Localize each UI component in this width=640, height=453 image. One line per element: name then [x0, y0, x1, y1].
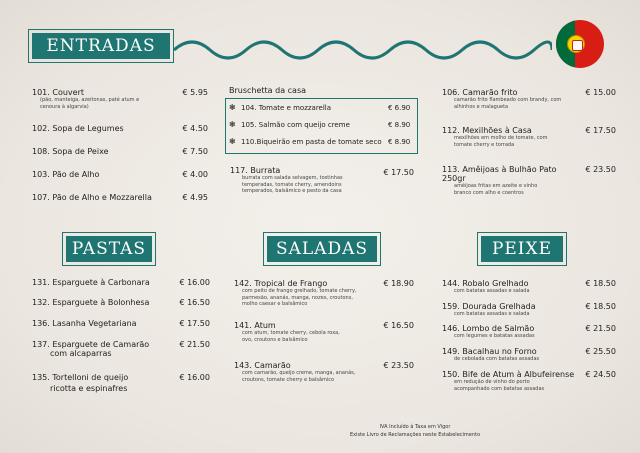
item-price: € 8.90 — [388, 138, 411, 146]
list-item: 105. Salmão com queijo creme — [241, 121, 350, 129]
list-item: 104. Tomate e mozzarella — [241, 104, 332, 112]
item-price: € 18.50 — [585, 279, 616, 288]
item-price: € 4.95 — [182, 193, 208, 202]
list-item: 113. Amêijoas à Bulhão Pato 250gr amêijoas fritas em azeite e vinho branco com alho e coentros — [442, 165, 557, 196]
list-item: 112. Mexilhões à Casa mexilhões em molho de tomate, com tomate cherry e torrada — [442, 126, 548, 148]
flower-icon: ❃ — [229, 120, 236, 129]
item-price: € 23.50 — [585, 165, 616, 174]
list-item: 150. Bife de Atum à Albufeirense em redução de vinho do porto acompanhado com batatas assadas — [442, 370, 575, 392]
item-price: € 21.50 — [179, 340, 210, 349]
list-item: 143. Camarão com camarão, queijo creme, manga, ananás, croutons, tomate cherry e balsâmico — [234, 361, 356, 383]
list-item: 137. Esparguete de Camarão com alcaparras — [32, 340, 150, 358]
flower-icon: ❃ — [229, 103, 236, 112]
list-item: 142. Tropical de Frango com peito de frango grelhado, tomate cherry, parmesão, ananás, manga, nozes, croutons, molho caesar e balsâmico — [234, 279, 357, 307]
list-item: 117. Burrata burrata com salada selvagem, tostinhas temperadas, tomate cherry, amendoins temperados, balsâmico e pesto da casa — [230, 166, 343, 194]
list-item: 144. Robalo Grelhado com batatas assadas e salada — [442, 279, 530, 294]
bruschetta-title: Bruschetta da casa — [229, 86, 307, 95]
item-price: € 16.00 — [179, 373, 210, 382]
item-price: € 18.50 — [585, 302, 616, 311]
item-price: € 4.50 — [182, 124, 208, 133]
pastas-title: PASTAS — [71, 239, 147, 259]
list-item: 131. Esparguete à Carbonara — [32, 278, 150, 287]
list-item: 135. Tortelloni de queijo ricotta e espinafres — [32, 373, 129, 393]
entradas-title: ENTRADAS — [46, 36, 156, 56]
list-item: 103. Pão de Alho — [32, 170, 100, 179]
list-item: 149. Bacalhau no Forno de cebolada com batatas assadas — [442, 347, 540, 362]
list-item: 108. Sopa de Peixe — [32, 147, 109, 156]
flower-icon: ❃ — [229, 137, 236, 146]
wave-decoration — [172, 30, 552, 70]
item-price: € 24.50 — [585, 370, 616, 379]
item-price: € 25.50 — [585, 347, 616, 356]
list-item: 159. Dourada Grelhada com batatas assadas e salada — [442, 302, 536, 317]
entradas-banner — [32, 33, 170, 59]
saladas-banner — [267, 236, 377, 262]
list-item: 101. Couvert (pão, manteiga, azeitonas, paté atum e cenoura à algarvia) — [32, 88, 140, 110]
list-item: 146. Lombo de Salmão com legumes e batatas assadas — [442, 324, 535, 339]
portugal-flag-icon — [556, 20, 604, 68]
footer-notice: IVA Incluído à Taxa em Vigor Existe Livro de Reclamações neste Estabelecimento — [349, 424, 481, 438]
item-price: € 23.50 — [383, 361, 414, 370]
list-item: 110.Biqueirão em pasta de tomate seco — [241, 138, 382, 146]
item-price: € 15.00 — [585, 88, 616, 97]
item-price: € 21.50 — [585, 324, 616, 333]
pastas-banner — [66, 236, 152, 262]
list-item: 106. Camarão frito camarão frito flambeado com brandy, com alhinhos e malagueta — [442, 88, 562, 110]
item-price: € 17.50 — [383, 168, 414, 177]
item-price: € 7.50 — [182, 147, 208, 156]
peixe-title: PEIXE — [491, 239, 553, 259]
list-item: 102. Sopa de Legumes — [32, 124, 124, 133]
list-item: 107. Pão de Alho e Mozzarella — [32, 193, 152, 202]
item-price: € 17.50 — [585, 126, 616, 135]
item-price: € 16.50 — [383, 321, 414, 330]
item-price: € 16.50 — [179, 298, 210, 307]
list-item: 141. Atum com atum, tomate cherry, cebola roxa, ovo, croutons e balsâmico — [234, 321, 340, 343]
list-item: 136. Lasanha Vegetariana — [32, 319, 137, 328]
item-price: € 16.00 — [179, 278, 210, 287]
item-price: € 5.95 — [182, 88, 208, 97]
item-price: € 18.90 — [383, 279, 414, 288]
item-price: € 17.50 — [179, 319, 210, 328]
saladas-title: SALADAS — [275, 239, 369, 259]
peixe-banner — [481, 236, 563, 262]
list-item: 132. Esparguete à Bolonhesa — [32, 298, 150, 307]
item-price: € 8.90 — [388, 121, 411, 129]
item-price: € 4.00 — [182, 170, 208, 179]
item-price: € 6.90 — [388, 104, 411, 112]
